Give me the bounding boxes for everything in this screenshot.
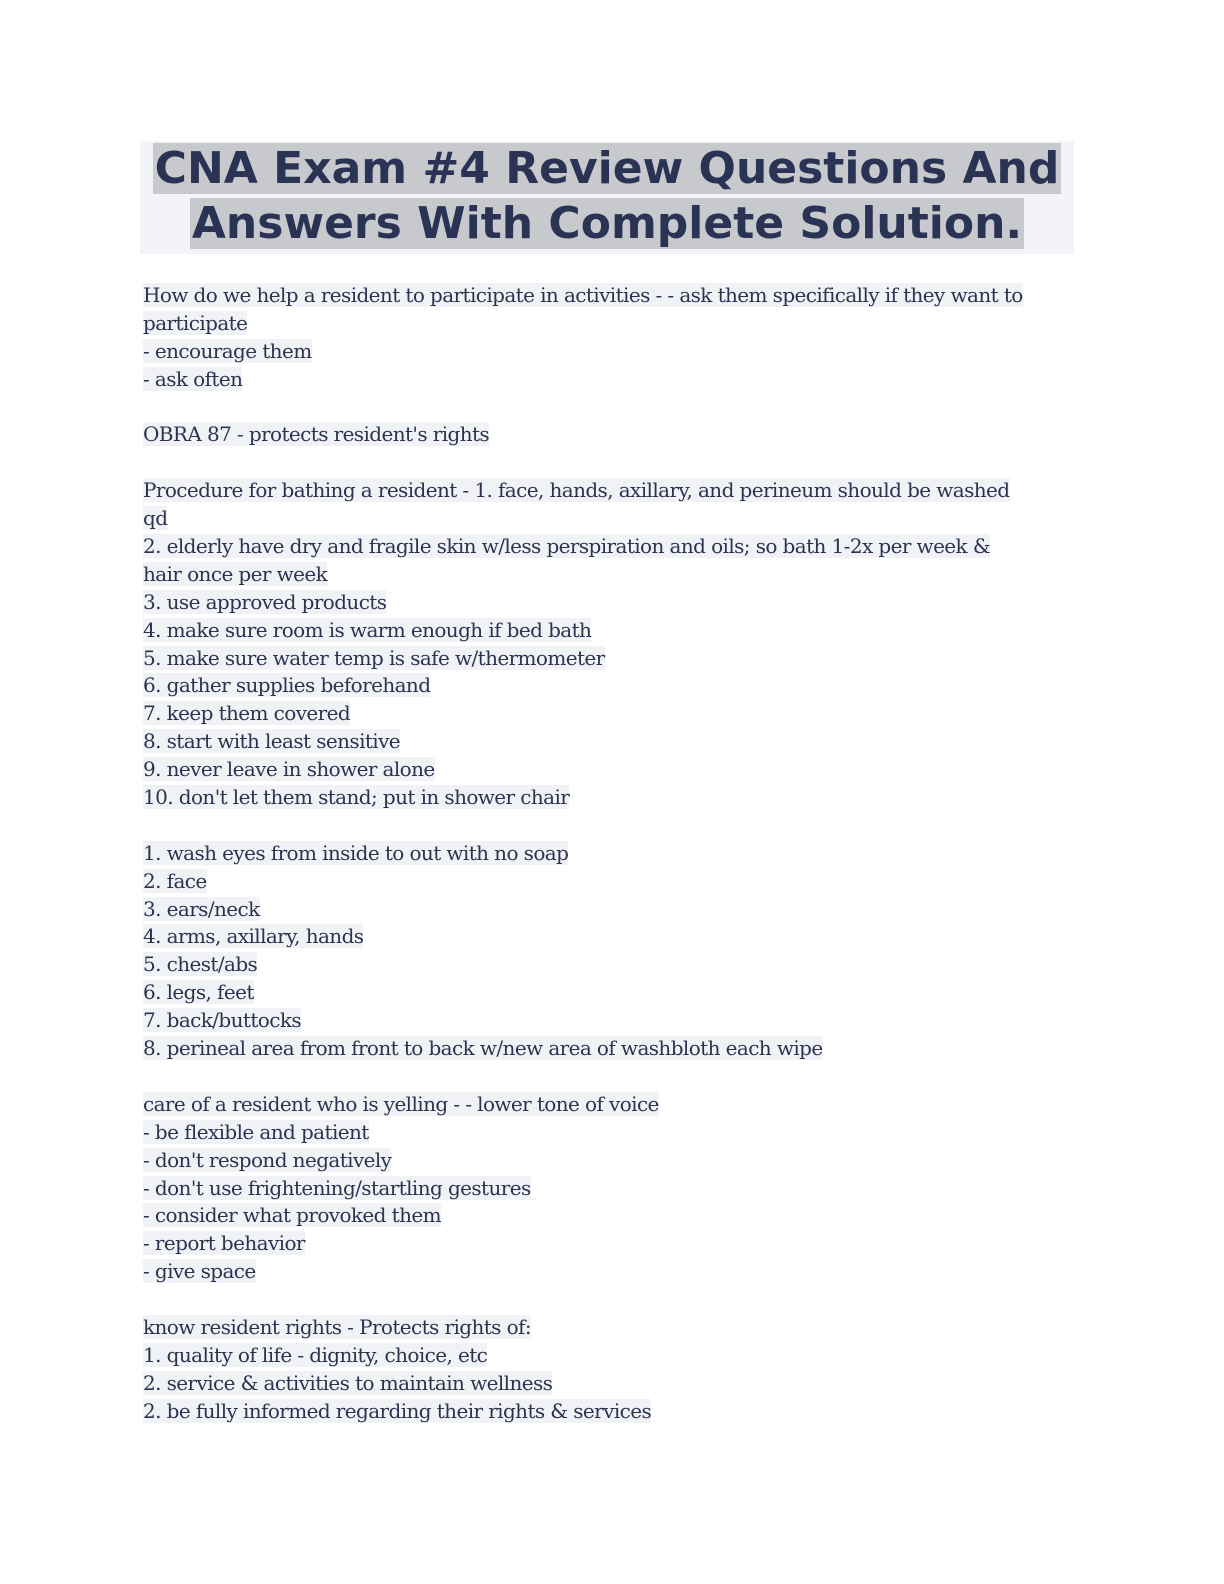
list-item: - don't respond negatively bbox=[143, 1147, 392, 1172]
list-item: 6. gather supplies beforehand bbox=[143, 673, 431, 698]
text-line: qd bbox=[143, 506, 168, 531]
text-line: participate bbox=[143, 310, 248, 335]
list-item: 9. never leave in shower alone bbox=[143, 757, 435, 782]
list-item: 8. start with least sensitive bbox=[143, 729, 401, 754]
document-title bbox=[140, 141, 1074, 254]
list-item: - be flexible and patient bbox=[143, 1119, 369, 1144]
text-line: know resident rights - Protects rights of: bbox=[143, 1314, 531, 1339]
qa-bathing bbox=[143, 477, 1078, 812]
list-item: 7. keep them covered bbox=[143, 701, 351, 726]
title-line-2: Answers With Complete Solution. bbox=[191, 198, 1023, 249]
list-item: 5. chest/abs bbox=[143, 952, 258, 977]
list-item: 3. ears/neck bbox=[143, 896, 260, 921]
list-item: 10. don't let them stand; put in shower chair bbox=[143, 785, 570, 810]
list-item: 3. use approved products bbox=[143, 589, 387, 614]
list-item: - don't use frightening/startling gestures bbox=[143, 1175, 531, 1200]
qa-bathing-order bbox=[143, 840, 1078, 1063]
qa-activities bbox=[143, 282, 1078, 394]
text-line: - encourage them bbox=[143, 338, 312, 363]
list-item: 7. back/buttocks bbox=[143, 1008, 302, 1033]
list-item: 2. service & activities to maintain wellness bbox=[143, 1370, 553, 1395]
text-line: hair once per week bbox=[143, 561, 328, 586]
text-line: OBRA 87 - protects resident's rights bbox=[143, 422, 490, 447]
text-line: care of a resident who is yelling - - lower tone of voice bbox=[143, 1091, 659, 1116]
list-item: 8. perineal area from front to back w/new area of washbloth each wipe bbox=[143, 1036, 823, 1061]
list-item: 6. legs, feet bbox=[143, 980, 254, 1005]
document-body bbox=[143, 282, 1078, 1426]
list-item: 5. make sure water temp is safe w/thermometer bbox=[143, 645, 605, 670]
list-item: 1. wash eyes from inside to out with no soap bbox=[143, 840, 569, 865]
title-line-1: CNA Exam #4 Review Questions And bbox=[154, 143, 1060, 194]
qa-obra bbox=[143, 421, 1078, 449]
list-item: - consider what provoked them bbox=[143, 1203, 441, 1228]
list-item: 4. make sure room is warm enough if bed bath bbox=[143, 617, 592, 642]
list-item: - give space bbox=[143, 1259, 256, 1284]
text-line: How do we help a resident to participate in activities - - ask them specifically if they want to bbox=[143, 283, 1023, 307]
list-item: 2. be fully informed regarding their rights & services bbox=[143, 1398, 652, 1423]
list-item: 2. face bbox=[143, 868, 207, 893]
text-line: Procedure for bathing a resident - 1. face, hands, axillary, and perineum should be washed bbox=[143, 478, 1010, 503]
list-item: 1. quality of life - dignity, choice, etc bbox=[143, 1342, 488, 1367]
qa-yelling bbox=[143, 1091, 1078, 1286]
list-item: - report behavior bbox=[143, 1231, 305, 1256]
list-item: 4. arms, axillary, hands bbox=[143, 924, 364, 949]
text-line: 2. elderly have dry and fragile skin w/less perspiration and oils; so bath 1-2x per week & bbox=[143, 534, 991, 559]
text-line: - ask often bbox=[143, 366, 243, 391]
qa-rights bbox=[143, 1314, 1078, 1426]
